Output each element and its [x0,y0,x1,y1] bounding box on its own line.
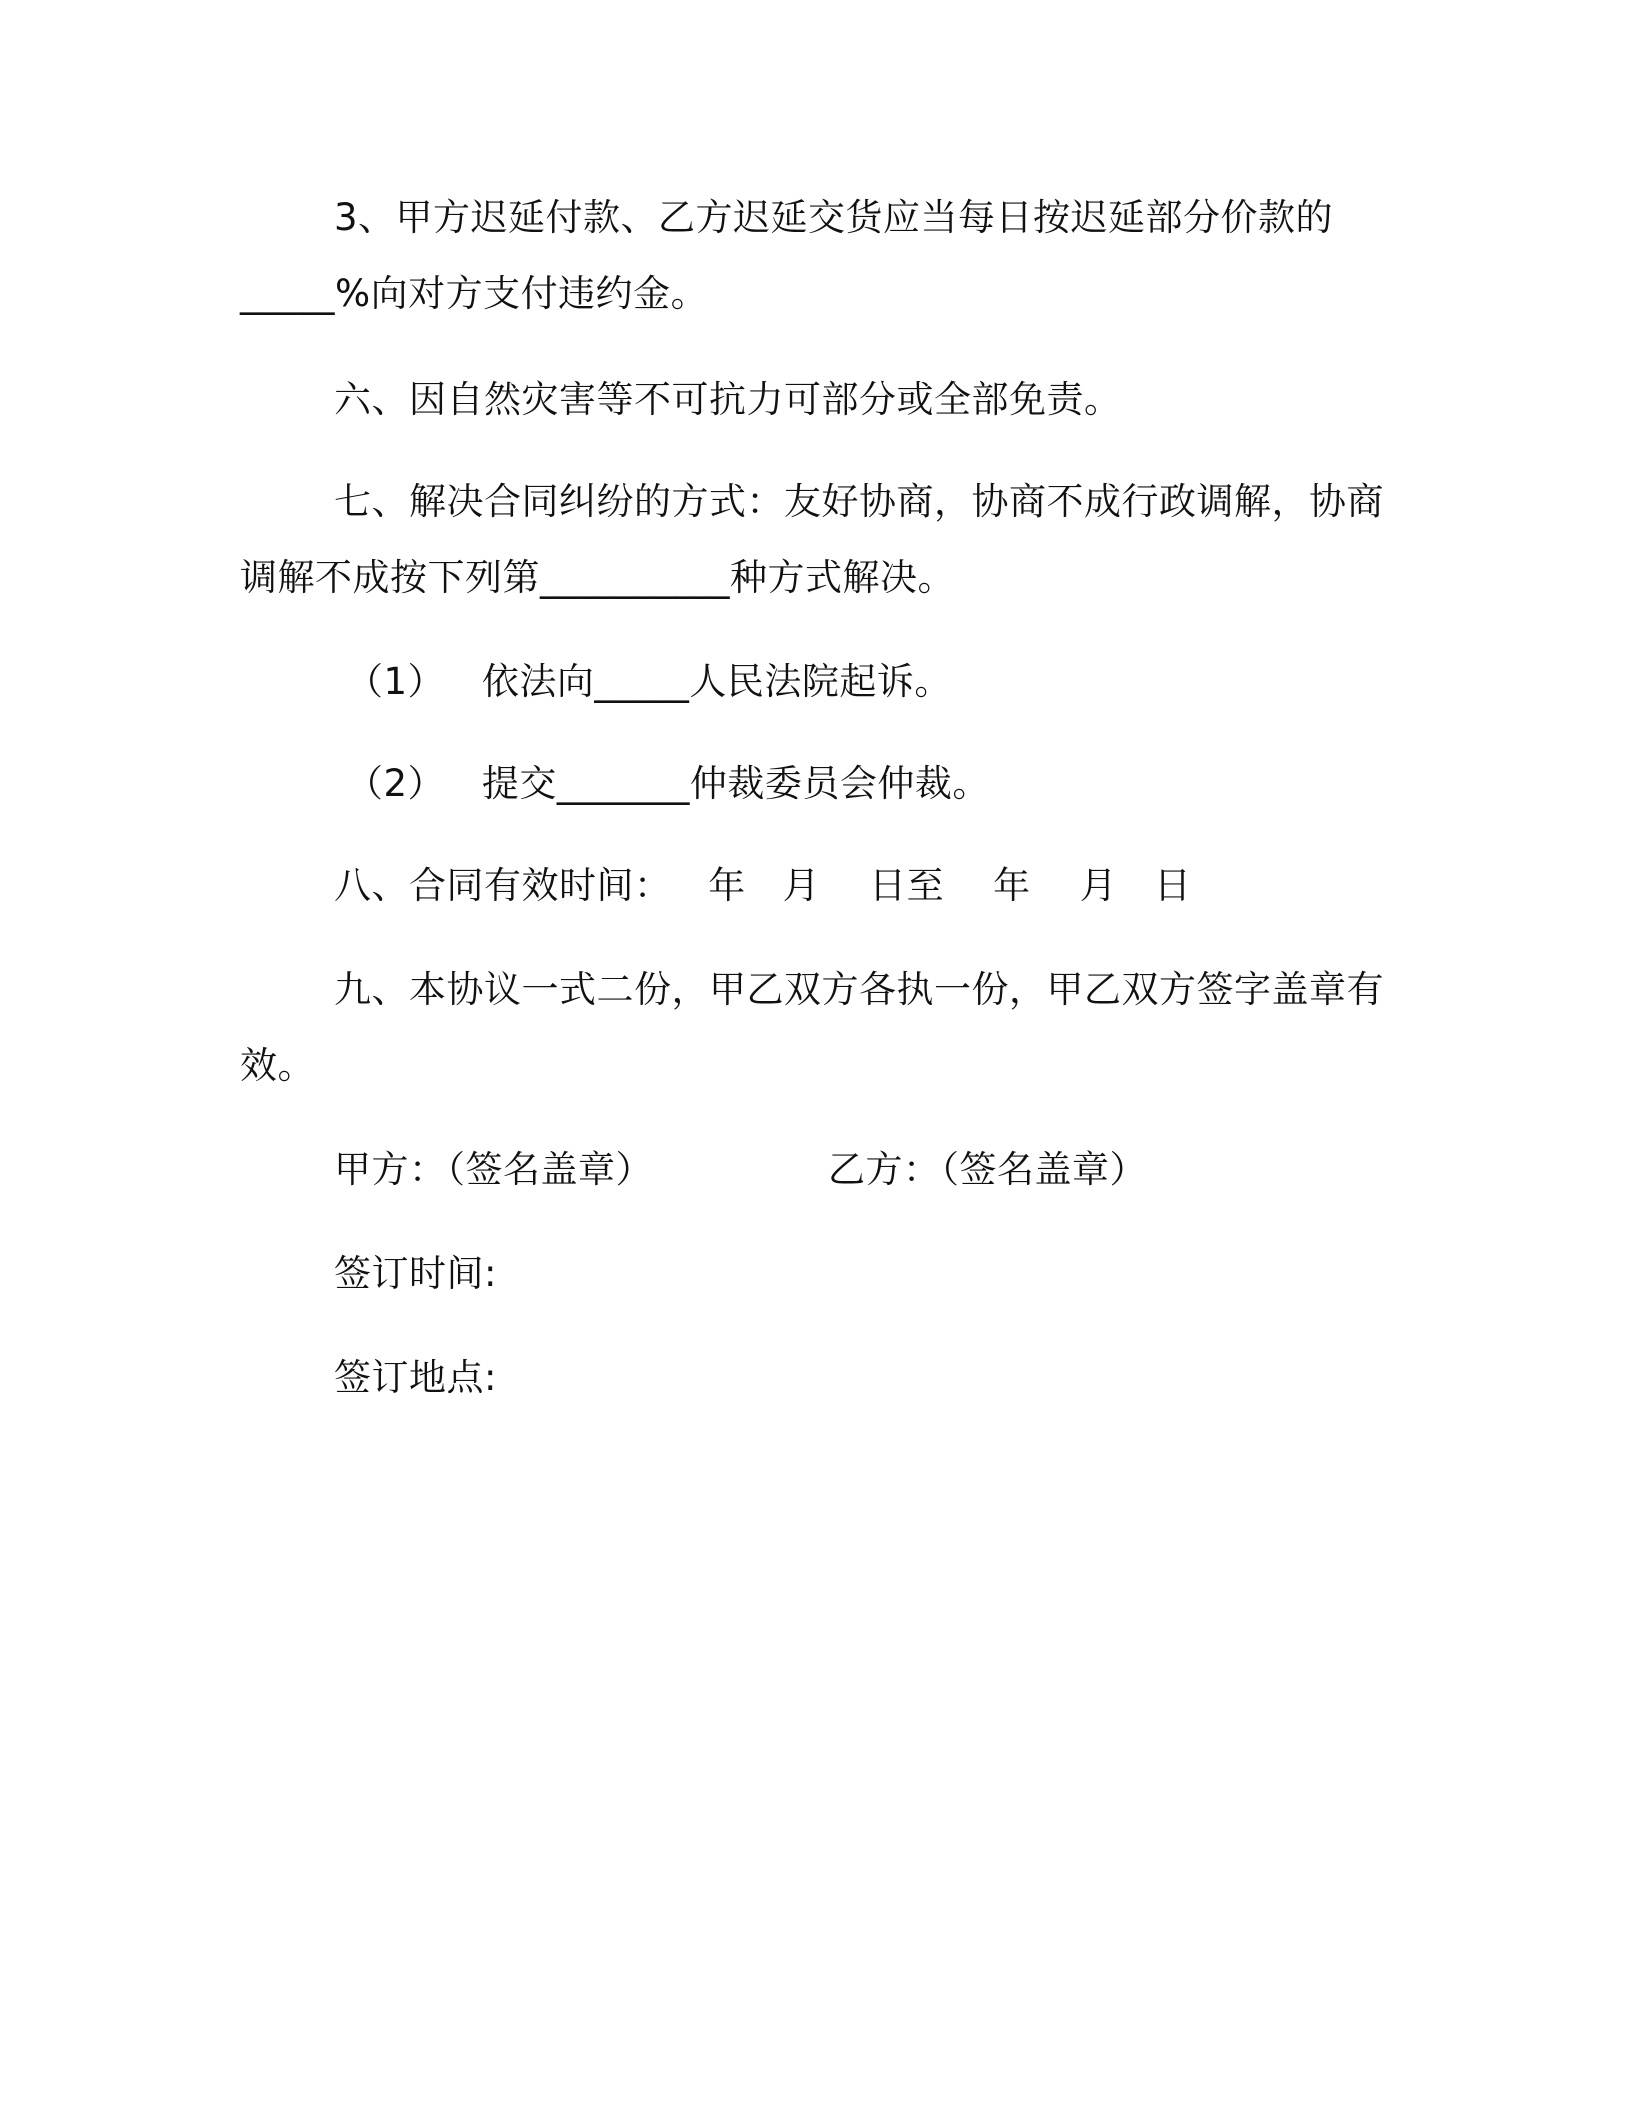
party-a-signature: 甲方：（签名盖章） [334,1148,653,1191]
clause-5-3-line-1: 3、甲方迟延付款、乙方迟延交货应当每日按迟延部分价款的 [334,196,1334,239]
signing-time-label: 签订时间: [334,1252,497,1295]
clause-7-option-2: （2） 提交_______仲裁委员会仲裁。 [346,762,990,805]
clause-7-line-1: 七、解决合同纠纷的方式：友好协商，协商不成行政调解，协商 [334,480,1384,523]
clause-9-line-2: 效。 [240,1044,315,1087]
signing-place-label: 签订地点: [334,1356,497,1399]
clause-7-line-2: 调解不成按下列第__________种方式解决。 [240,556,955,599]
party-b-signature: 乙方：（签名盖章） [828,1148,1147,1191]
clause-5-3-line-2: _____%向对方支付违约金。 [240,272,709,315]
clause-8: 八、合同有效时间： 年 月 日至 年 月 日 [334,864,1192,907]
clause-6: 六、因自然灾害等不可抗力可部分或全部免责。 [334,378,1122,421]
clause-9-line-1: 九、本协议一式二份，甲乙双方各执一份，甲乙双方签字盖章有 [334,968,1384,1011]
clause-7-option-1: （1） 依法向_____人民法院起诉。 [346,660,952,703]
